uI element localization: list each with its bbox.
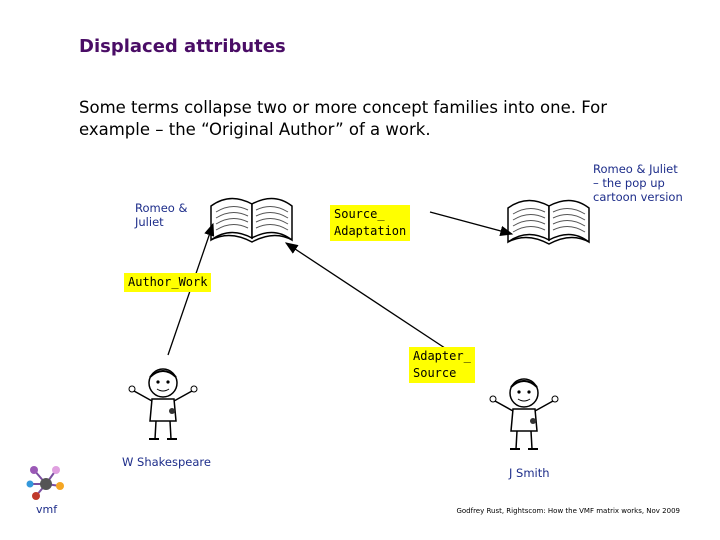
person-icon-jsmith <box>490 379 558 449</box>
vmf-logo-text: vmf <box>36 503 58 516</box>
body-text: Some terms collapse two or more concept families into one. For example – the “Original Author” of a work. <box>79 98 607 139</box>
slide-title: Displaced attributes <box>79 36 286 57</box>
relation-source-adaptation <box>330 205 410 241</box>
relation-source-adaptation-line2: Adaptation <box>334 224 407 238</box>
arrow-adapter-source <box>286 243 460 358</box>
person-icon-shakespeare <box>129 369 197 439</box>
label-jsmith: J Smith <box>509 466 550 480</box>
relation-adapter-source-line1: Adapter_ <box>413 349 471 363</box>
book-icon-romeo-juliet <box>211 198 292 242</box>
relation-adapter-source-line2: Source <box>413 366 457 380</box>
relation-source-adaptation-line1: Source_ <box>334 207 385 221</box>
label-popup-version: Romeo & Juliet – the pop up cartoon version <box>593 162 683 204</box>
vmf-logo <box>26 464 66 504</box>
relation-author-work: Author_Work <box>124 273 211 292</box>
label-shakespeare: W Shakespeare <box>122 455 211 469</box>
arrow-source-adaptation <box>430 212 512 234</box>
footer-credit: Godfrey Rust, Rightscom: How the VMF matrix works, Nov 2009 <box>456 507 680 515</box>
book-icon-popup-version <box>508 200 589 244</box>
label-romeo-juliet: Romeo & Juliet <box>135 201 188 229</box>
relation-adapter-source <box>409 347 475 383</box>
